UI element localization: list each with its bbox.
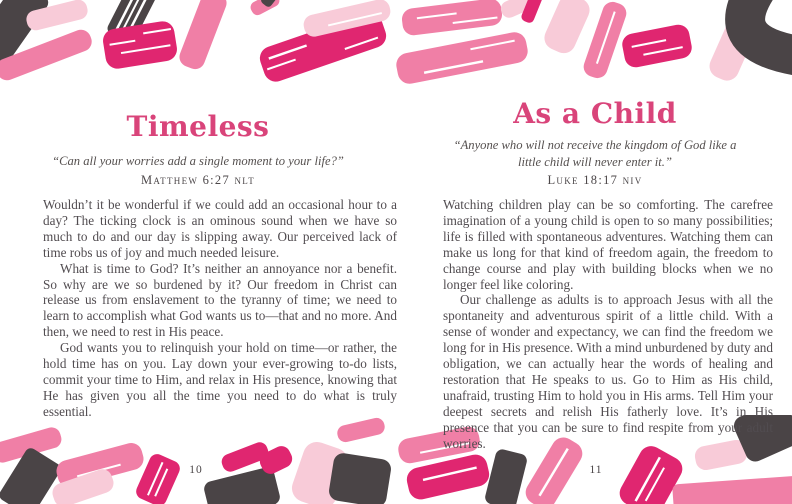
body-paragraph: God wants you to relinquish your hold on time—or rather, the hold time has on you. Lay down your ever-growing to-do lists, commit your time to Him, and relax in His presence, knowing that He has given you all the time you need to do what is truly essential. (43, 340, 397, 419)
brush-stroke (336, 416, 387, 443)
left-page-quote: “Can all your worries add a single moment to your life?” (52, 154, 344, 168)
left-page-header (21, 112, 375, 188)
body-paragraph: Wouldn’t it be wonderful if we could add an occasional hour to a day? The ticking clock is an ominous sound when we have so much to do and our day is slipping away. Our perceived lack of time robs us of joy and much needed leisure. (43, 197, 397, 260)
body-paragraph: Watching children play can be so comforting. The carefree imagination of a young child is open to so many possibilities; life is filled with spontaneous adventures. Watching them can make us long for that kind of freedom again, the freedom to change course and play with building blocks when we no longer feel like coloring. (443, 197, 773, 292)
right-page-quote: “Anyone who will not receive the kingdom of God like a little child will never enter it.” (453, 138, 737, 169)
left-page-number: 10 (189, 464, 203, 476)
brush-stroke (484, 448, 529, 504)
body-paragraph: What is time to God? It’s neither an annoyance nor a benefit. So why are we so burdened by it? Our freedom in Christ can release us from enslavement to the tyranny of time; we need to learn to accomplish what God wants us to—that and no more. And then, we need to rest in His peace. (43, 260, 397, 340)
right-page-scripture-reference: Luke 18:17 niv (547, 173, 643, 187)
body-paragraph: Our challenge as adults is to approach Jesus with all the spontaneity and adventurous spirit of a little child. With a sense of wonder and expectancy, we can find the freedom we long for in His presence. With a mind unburdened by duty and obligation, we can actually hear the words of healing and restoration that He speaks to us. Go to Him as His child, unafraid, trusting Him to hold you in His arms. Tell Him your deepest secrets and relish His fatherly love. It’s in His presence that you can be sure to find respite from your adult worries. (443, 292, 773, 451)
left-page-body (43, 197, 397, 420)
brush-stroke (394, 30, 529, 86)
right-page-body (443, 197, 773, 452)
brush-stroke (672, 476, 792, 504)
top-brush-border (0, 0, 792, 95)
left-page-scripture-reference: Matthew 6:27 nlt (140, 172, 256, 187)
brush-stroke (620, 23, 693, 69)
left-page-title: Timeless (126, 110, 270, 143)
right-page-title: As a Child (513, 97, 677, 130)
brush-stroke (745, 0, 792, 56)
brush-stroke (177, 0, 230, 72)
right-page-number: 11 (589, 464, 603, 476)
right-page-header (430, 99, 760, 188)
brush-stroke (401, 0, 504, 36)
brush-stroke (328, 452, 393, 504)
brush-stroke (541, 0, 594, 57)
